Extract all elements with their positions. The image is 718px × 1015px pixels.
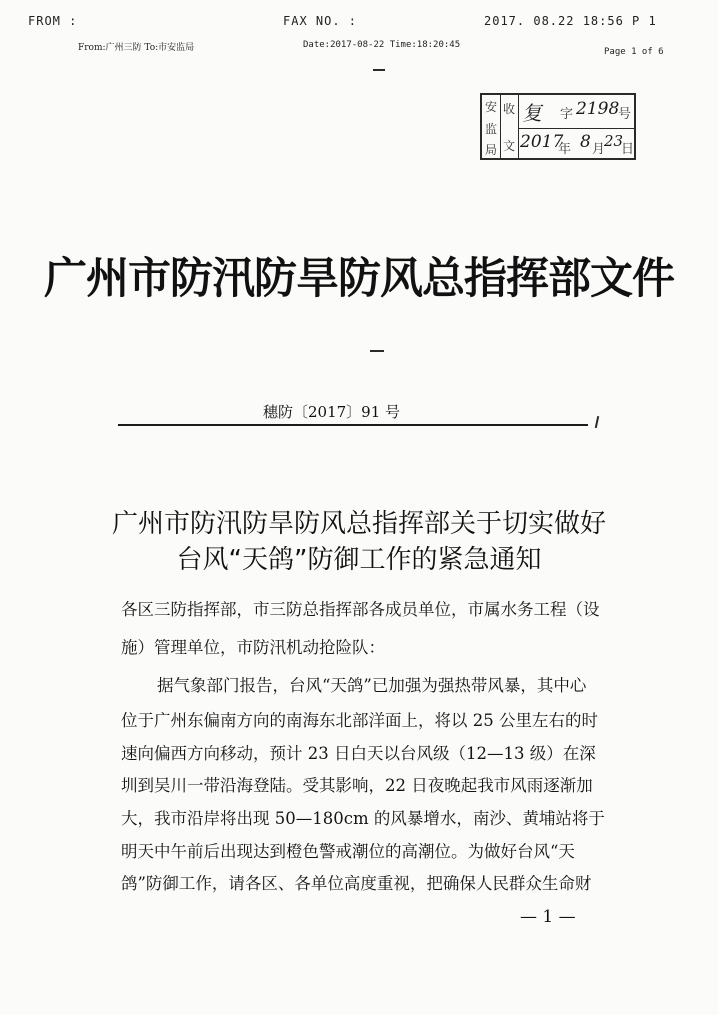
fax-sent-time: Date:2017-08-22 Time:18:20:45	[303, 40, 461, 50]
body-line: 鸽”防御工作，请各区、各单位高度重视，把确保人民群众生命财	[121, 874, 592, 893]
issuer-title: 广州市防汛防旱防风总指挥部文件	[44, 254, 674, 304]
scan-mark-tick	[595, 416, 599, 428]
fax-number-label: FAX NO. :	[283, 14, 358, 28]
scan-mark-dash	[373, 69, 385, 71]
stamp-label-shou: 收	[503, 102, 516, 116]
fax-page-of: Page 1 of 6	[604, 47, 664, 57]
scan-mark-dash	[370, 350, 384, 352]
body-line: 明天中午前后出现达到橙色警戒潮位的高潮位。为做好台风“天	[121, 842, 575, 861]
body-line: 施）管理单位，市防汛机动抢险队：	[121, 638, 385, 657]
body-line: 速向偏西方向移动，预计 23 日白天以台风级（12—13 级）在深	[121, 744, 596, 763]
stamp-handwritten-month: 8	[580, 132, 591, 152]
stamp-number-suffix: 号	[618, 107, 632, 122]
stamp-label-ju: 局	[485, 143, 498, 157]
stamp-day-label: 日	[621, 142, 635, 157]
body-line: 据气象部门报告，台风“天鸽”已加强为强热带风暴，其中心	[157, 676, 587, 695]
stamp-handwritten-prefix: 复	[522, 101, 542, 125]
body-line: 位于广州东偏南方向的南海东北部洋面上，将以 25 公里左右的时	[121, 711, 598, 730]
stamp-label-jian: 监	[485, 122, 498, 136]
stamp-handwritten-day: 23	[604, 132, 624, 150]
fax-datetime-page: 2017. 08.22 18:56 P 1	[484, 14, 657, 28]
body-line: 各区三防指挥部，市三防总指挥部各成员单位，市属水务工程（设	[121, 600, 600, 619]
document-number: 穗防〔2017〕91 号	[263, 403, 401, 421]
body-line: 大，我市沿岸将出现 50—180cm 的风暴增水，南沙、黄埔站将于	[121, 809, 605, 828]
receipt-stamp	[480, 93, 636, 160]
stamp-label-an: 安	[485, 100, 498, 114]
stamp-handwritten-number: 2198	[576, 99, 620, 119]
stamp-number-char: 字	[560, 107, 574, 122]
fax-from-label: FROM :	[28, 14, 78, 28]
stamp-year-label: 年	[558, 142, 572, 157]
stamp-label-wen: 文	[503, 139, 516, 153]
page-number: — 1 —	[520, 907, 576, 927]
fax-route: From:广州三防 To:市安监局	[78, 43, 195, 53]
header-rule	[118, 424, 588, 426]
notice-title-line-1: 广州市防汛防旱防风总指挥部关于切实做好	[111, 509, 606, 539]
stamp-month-label: 月	[592, 142, 606, 157]
body-line: 圳到吴川一带沿海登陆。受其影响，22 日夜晚起我市风雨逐渐加	[121, 776, 593, 795]
stamp-handwritten-year: 2017	[520, 132, 564, 152]
notice-title-line-2: 台风“天鸽”防御工作的紧急通知	[176, 545, 542, 575]
